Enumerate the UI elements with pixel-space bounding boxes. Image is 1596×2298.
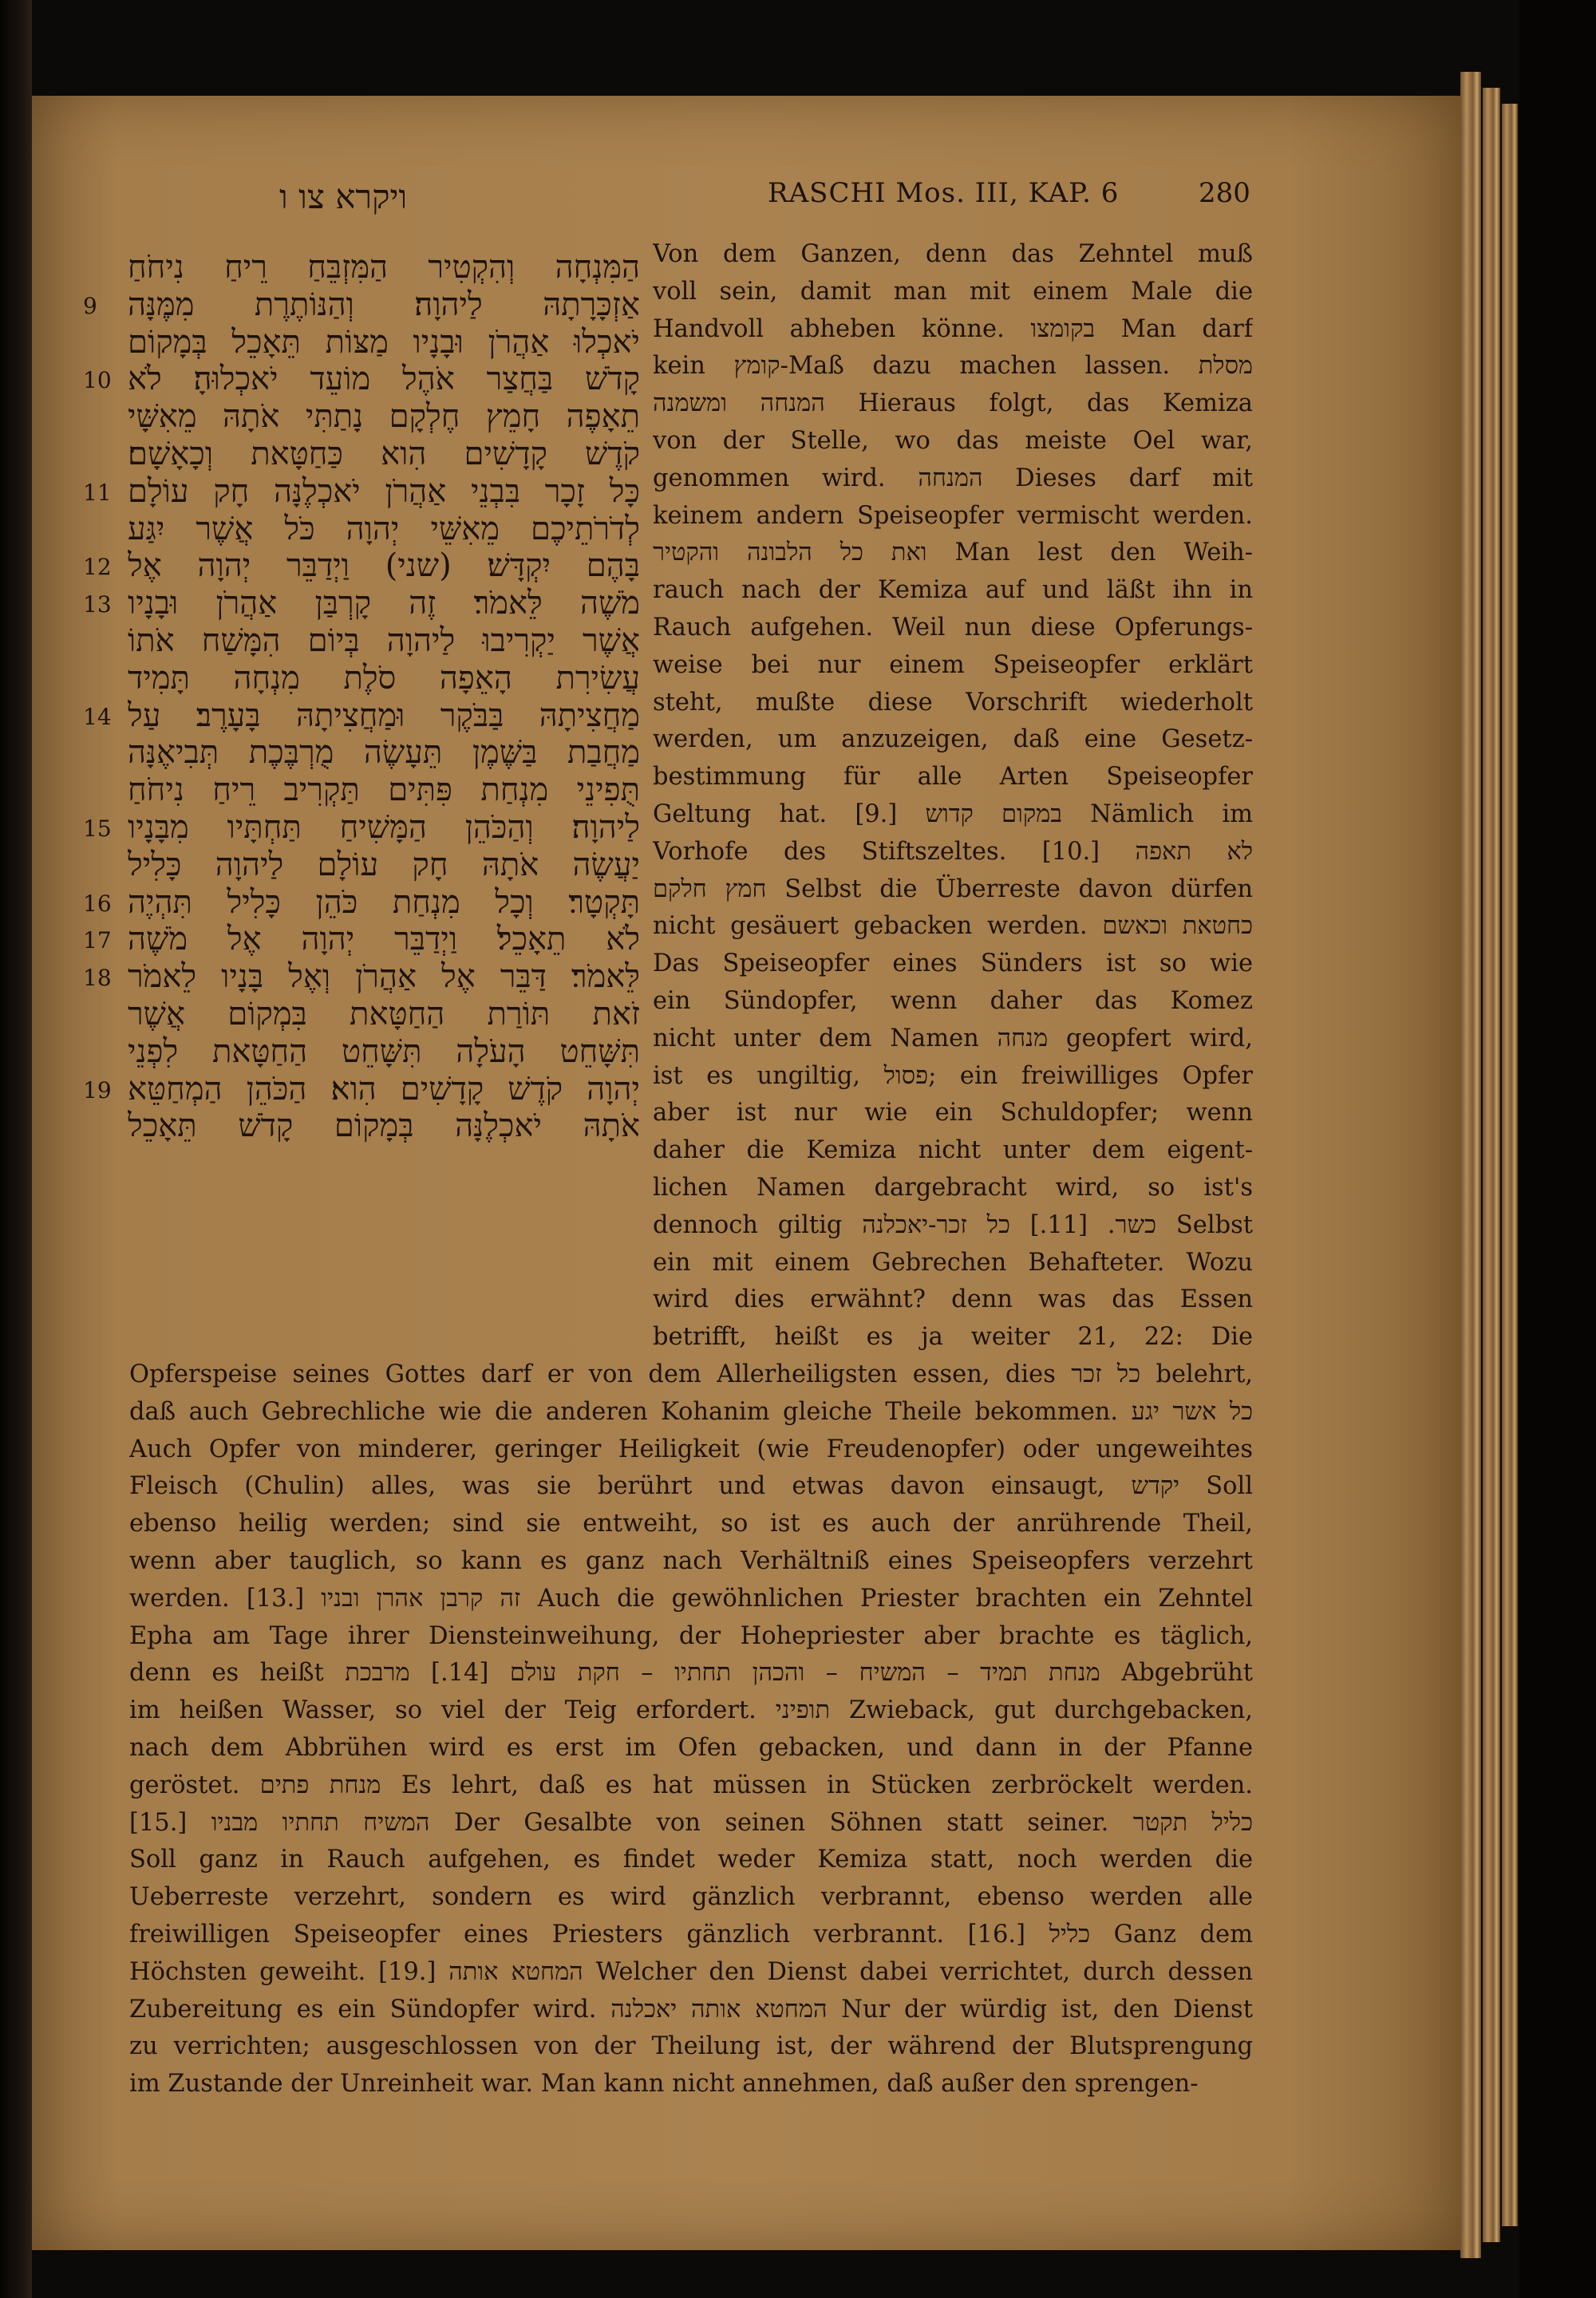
background	[1519, 0, 1596, 2298]
verse-number: 9	[83, 292, 97, 319]
verse-number: 18	[83, 965, 112, 992]
commentary-line: geröstet. מנחת פתים Es lehrt, daß es hat müssen in Stücken zerbröckelt werden.	[129, 1771, 1253, 1799]
commentary-line: ebenso heilig werden; sind sie entweiht, so ist es auch der anrührende Theil,	[129, 1510, 1253, 1538]
commentary-line: Das Speiseopfer eines Sünders ist so wie	[653, 950, 1253, 978]
commentary-line: Vorhofe des Stiftszeltes. [10.] לא תאפה	[653, 837, 1253, 866]
commentary-line: ist es ungiltig, פסול; ein freiwilliges Opfer	[653, 1061, 1253, 1090]
commentary-line: Opferspeise seines Gottes darf er von dem Allerheiligsten essen, dies כל זכר belehrt,	[129, 1360, 1253, 1388]
verse-number: 13	[83, 591, 112, 618]
verse-number: 16	[83, 890, 112, 917]
commentary-line: von der Stelle, wo das meiste Oel war,	[653, 426, 1253, 455]
commentary-line: freiwilligen Speiseopfer eines Priesters gänzlich verbrannt. [16.] כליל Ganz dem	[129, 1920, 1253, 1949]
commentary-line: kein קומץ-Maß dazu machen lassen. מסלת	[653, 352, 1253, 381]
hebrew-verse-line: תֵאָפֶה חָמֵץ חֶלְקָם נָתַתִּי אֹתָהּ מֵאִשָּׁי	[128, 398, 640, 436]
commentary-line: המנחה ומשמנה Hieraus folgt, das Kemiza	[653, 389, 1253, 418]
commentary-line: חמץ חלקם Selbst die Überreste davon dürfen	[653, 875, 1253, 903]
commentary-line: Soll ganz in Rauch aufgehen, es findet weder Kemiza statt, noch werden die	[129, 1846, 1253, 1874]
hebrew-verse-line: יֹאכְלוּ אַהֲרֹן וּבָנָיו מַצּוֹת תֵּאָכֵל בְּמָקוֹם	[128, 323, 640, 361]
hebrew-verse-line: לְדֹרֹתֵיכֶם מֵאִשֵּׁי יְהוָה כֹּל אֲשֶׁר יִגַּע	[128, 510, 640, 547]
commentary-line: Von dem Ganzen, denn das Zehntel muß	[653, 240, 1253, 268]
verse-number: 17	[83, 927, 112, 954]
commentary-line: werden. [13.] זה קרבן אהרן ובניו Auch die gewöhnlichen Priester brachten ein Zehntel	[129, 1584, 1253, 1613]
commentary-line: nicht unter dem Namen מנחה geopfert wird,	[653, 1024, 1253, 1052]
commentary-line: wenn aber tauglich, so kann es ganz nach Verhältniß eines Speiseopfers verzehrt	[129, 1546, 1253, 1575]
commentary-line: keinem andern Speiseopfer vermischt werden.	[653, 501, 1253, 530]
hebrew-verse-line: מֹשֶׁה לֵּאמֹר׃ זֶה קָרְבַּן אַהֲרֹן וּבָנָיו	[128, 585, 640, 622]
commentary-line: Zubereitung es ein Sündopfer wird. המחטא אותה יאכלנה Nur der würdig ist, den Dienst	[129, 1995, 1253, 2024]
hebrew-verse-line: מַחֲצִיתָהּ בַּבֹּקֶר וּמַחֲצִיתָהּ בָּעָרֶב׃ עַל	[128, 697, 640, 734]
commentary-line: Fleisch (Chulin) alles, was sie berührt und etwas davon einsaugt, יקדש Soll	[129, 1472, 1253, 1501]
commentary-line: daß auch Gebrechliche wie die anderen Kohanim gleiche Theile bekommen. כל אשר יגע	[129, 1397, 1253, 1426]
hebrew-text-column	[128, 249, 640, 1145]
hebrew-verse-line: לַיהוָה׃ וְהַכֹּהֵן הַמָּשִׁיחַ תַּחְתָּיו מִבָּנָיו	[128, 808, 640, 846]
hebrew-verse-line: עֲשִׂירִת הָאֵפָה סֹלֶת מִנְחָה תָּמִיד	[128, 659, 640, 697]
hebrew-verse-line: מַחֲבַת בַּשֶּׁמֶן תֵּעָשֶׂה מֻרְבֶּכֶת תְּבִיאֶנָּה	[128, 734, 640, 772]
german-running-title: RASCHI Mos. III, KAP. 6	[768, 177, 1120, 209]
commentary-line: Geltung hat. [9.] במקום קדוש Nämlich im	[653, 800, 1253, 828]
commentary-line: dennoch giltig כשר. [11.] כל זכר-יאכלנה Selbst	[653, 1210, 1253, 1239]
commentary-line: im heißen Wasser, so viel der Teig erfordert. תופיני Zwieback, gut durchgebacken,	[129, 1696, 1253, 1725]
commentary-line: aber ist nur wie ein Schuldopfer; wenn	[653, 1099, 1253, 1127]
verse-number: 11	[83, 479, 112, 506]
commentary-line: bestimmung für alle Arten Speiseopfer	[653, 763, 1253, 792]
commentary-line: betrifft, heißt es ja weiter 21, 22: Die	[653, 1323, 1253, 1352]
commentary-line: werden, um anzuzeigen, daß eine Gesetz-	[653, 725, 1253, 754]
verse-number: 14	[83, 703, 112, 730]
commentary-line: ואת כל הלבונה והקטיר Man lest den Weih-	[653, 539, 1253, 567]
commentary-line: daher die Kemiza nicht unter dem eigent-	[653, 1136, 1253, 1165]
commentary-line: ein mit einem Gebrechen Behafteter. Wozu	[653, 1248, 1253, 1277]
hebrew-verse-line: אֹתָהּ יֹאכְלֶנָּה בְּמָקוֹם קָדֹשׁ תֵּאָכֵל	[128, 1108, 640, 1145]
page-edge	[1502, 104, 1518, 2226]
hebrew-verse-line: קָדֹשׁ בַּחֲצַר אֹהֶל מוֹעֵד יֹאכְלוּהָ׃ לֹא	[128, 361, 640, 398]
hebrew-verse-line: קֹדֶשׁ קָדָשִׁים הִוא כַּחַטָּאת וְכָאָשָׁם׃	[128, 435, 640, 472]
page-edge	[1483, 88, 1500, 2242]
hebrew-verse-line: זֹאת תּוֹרַת הַחַטָּאת בִּמְקוֹם אֲשֶׁר	[128, 995, 640, 1033]
hebrew-verse-line: אַזְכָּרָתָהּ לַיהוָה׃ וְהַנּוֹתֶרֶת מִמֶּנָּה	[128, 286, 640, 323]
commentary-line: genommen wird. המנחה Dieses darf mit	[653, 464, 1253, 492]
commentary-full-width	[129, 1356, 1253, 2103]
commentary-line: Höchsten geweiht. [19.] המחטא אותה Welcher den Dienst dabei verrichtet, durch dessen	[129, 1957, 1253, 1986]
commentary-line: zu verrichten; ausgeschlossen von der Theilung ist, der während der Blutsprengung	[129, 2032, 1253, 2061]
commentary-line: Rauch aufgehen. Weil nun diese Opferungs-	[653, 613, 1253, 642]
hebrew-verse-line: כָּל זָכָר בִּבְנֵי אַהֲרֹן יֹאכְלֶנָּה חָק עוֹלָם	[128, 472, 640, 510]
commentary-line: nach dem Abbrühen wird es erst im Ofen gebacken, und dann in der Pfanne	[129, 1733, 1253, 1762]
hebrew-verse-line: תָּקְטָר׃ וְכָל מִנְחַת כֹּהֵן כָּלִיל תִּהְיֶה	[128, 883, 640, 921]
commentary-line: voll sein, damit man mit einem Male die	[653, 277, 1253, 306]
commentary-line: im Zustande der Unreinheit war. Man kann nicht annehmen, daß außer den sprengen-	[129, 2070, 1199, 2099]
commentary-line: Epha am Tage ihrer Diensteinweihung, der Hohepriester aber brachte es täglich,	[129, 1621, 1253, 1650]
hebrew-verse-line: יְהוָה קֹדֶשׁ קָדָשִׁים הִוא׃ הַכֹּהֵן הַמְחַטֵּא	[128, 1070, 640, 1108]
commentary-line: lichen Namen dargebracht wird, so ist's	[653, 1173, 1253, 1202]
commentary-line: steht, mußte diese Vorschrift wiederholt	[653, 688, 1253, 717]
commentary-right-column	[653, 236, 1253, 1356]
verse-number: 15	[83, 815, 112, 842]
book-spine	[0, 0, 32, 2298]
commentary-line: [15.] המשיח תחתיו מבניו Der Gesalbte von seinen Söhnen statt seiner. כליל תקטר	[129, 1808, 1253, 1837]
hebrew-verse-line: תֻּפִינֵי מִנְחַת פִּתִּים תַּקְרִיב רֵיחַ נִיחֹחַ	[128, 772, 640, 809]
commentary-line: weise bei nur einem Speiseopfer erklärt	[653, 650, 1253, 679]
hebrew-running-title: ויקרא צו ו	[279, 177, 408, 216]
verse-number: 12	[83, 554, 112, 581]
hebrew-verse-line: יַעֲשֶׂה אֹתָהּ חָק עוֹלָם לַיהוָה כָּלִיל	[128, 846, 640, 883]
hebrew-verse-line: הַמִּנְחָה וְהִקְטִיר הַמִּזְבֵּחַ רֵיחַ נִיחֹחַ	[128, 249, 640, 286]
commentary-line: Ueberreste verzehrt, sondern es wird gänzlich verbrannt, ebenso werden alle	[129, 1883, 1253, 1912]
verse-number: 19	[83, 1076, 112, 1104]
commentary-line: ein Sündopfer, wenn daher das Komez	[653, 986, 1253, 1015]
hebrew-verse-line: לֵּאמֹר׃ דַּבֵּר אֶל אַהֲרֹן וְאֶל בָּנָיו לֵאמֹר	[128, 958, 640, 996]
commentary-line: nicht gesäuert gebacken werden. כחטאת וכאשם	[653, 912, 1253, 941]
page-number: 280	[1199, 177, 1250, 209]
commentary-line: Auch Opfer von minderer, geringer Heiligkeit (wie Freudenopfer) oder ungeweihtes	[129, 1435, 1253, 1463]
commentary-line: rauch nach der Kemiza auf und läßt ihn in	[653, 576, 1253, 605]
commentary-line: Handvoll abheben könne. בקומצו Man darf	[653, 314, 1253, 343]
hebrew-verse-line: בָּהֶם יִקְדָּשׁ׃ (שני) וַיְדַבֵּר יְהוָה אֶל	[128, 547, 640, 585]
verse-number: 10	[83, 367, 112, 394]
hebrew-verse-line: אֲשֶׁר יַקְרִיבוּ לַיהוָה בְּיוֹם הִמָּשַׁח אֹתוֹ	[128, 622, 640, 659]
commentary-line: wird dies erwähnt? denn was das Essen	[653, 1285, 1253, 1314]
page-edge	[1460, 72, 1481, 2258]
hebrew-verse-line: לֹא תֵאָכֵל׃ וַיְדַבֵּר יְהוָה אֶל מֹשֶׁה	[128, 921, 640, 958]
commentary-line: denn es heißt מנחת תמיד – המשיח – והכהן תחתיו – חקת עולם [14.] מרבכת Abgebrüht	[129, 1659, 1253, 1688]
hebrew-verse-line: תִּשָּׁחֵט הָעֹלָה תִּשָּׁחֵט הַחַטָּאת לִפְנֵי	[128, 1033, 640, 1070]
